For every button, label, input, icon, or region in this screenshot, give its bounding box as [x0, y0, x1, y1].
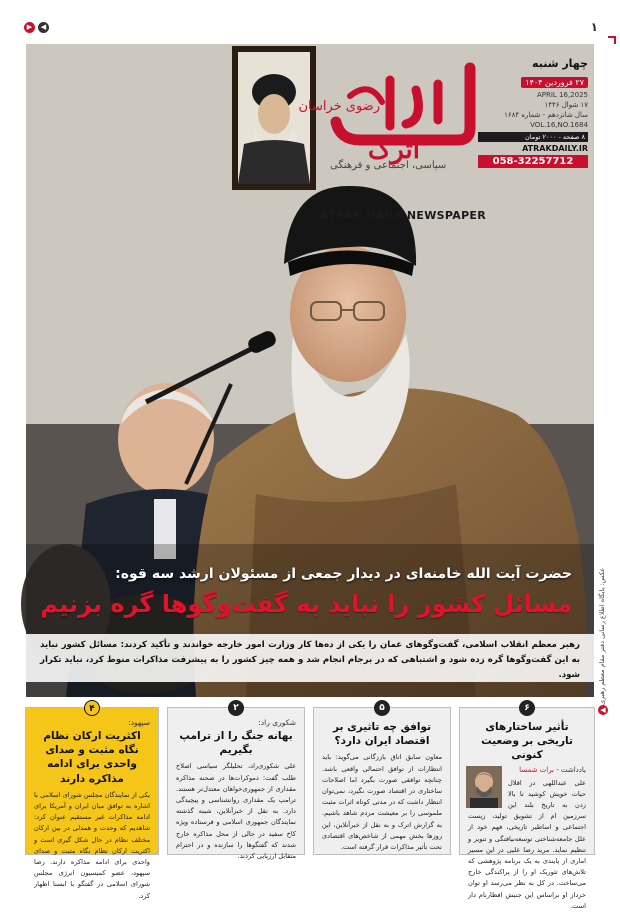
column-kicker: سپهود:	[128, 718, 150, 727]
prev-page-icon[interactable]: ◀	[38, 22, 49, 33]
photo-credit	[596, 555, 612, 710]
headline-kicker: حضرت آیت الله خامنه‌ای در دیدار جمعی از مسئولان ارشد سه قوه:	[115, 566, 572, 582]
logo-sub-text: رضوی خراسان	[298, 99, 380, 114]
website-link[interactable]: ATRAKDAILY.IR	[522, 144, 588, 153]
arrow-icon: ◀	[598, 705, 608, 715]
main-headline[interactable]: مسائل کشور را نباید به گفت‌وگوها گره بزنیم	[40, 590, 572, 618]
photo-credit-text: عکس: پایگاه اطلاع رسانی دفتر مقام معظم رهبری	[598, 567, 606, 705]
issue-number-english: VOL.16,NO.1684	[530, 121, 588, 129]
news-column[interactable]	[167, 703, 305, 860]
column-title[interactable]: تأثیر ساختارهای تاریخی بر وضعیت کنونی	[481, 721, 573, 762]
column-page-number: ۶	[519, 700, 535, 716]
author-avatar-icon	[466, 766, 502, 808]
issue-date-persian: ۲۷ فروردین ۱۴۰۴	[521, 77, 588, 88]
news-columns	[25, 703, 595, 910]
column-author-label: یادداشت -	[554, 765, 586, 774]
corner-mark	[608, 36, 616, 44]
news-column[interactable]	[25, 704, 159, 900]
issue-date-hijri: ۱۷ شوال ۱۴۴۶	[544, 101, 588, 109]
page-nav	[24, 22, 49, 33]
column-body: یکی از نمایندگان مجلس شورای اسلامی با اشاره به توافق میان ایران و آمریکا برای ادامه مذاکرات غیر مستقیم عنوان کرد: شاهدیم که وحدت و همدلی در بین ارکان مختلف نظام در حال شکل گیری است و اکثریت ارکان نظام نگاه مثبت و صدای واحدی برای ادامه مذاکره دارند. رضا سپهود، عضو کمیسیون انرژی مجلس شورای اسلامی در گفتگو با ایسنا اظهار کرد.	[34, 790, 150, 900]
issue-price: ۸ صفحه - ۲۰۰۰ تومان	[478, 132, 588, 142]
next-page-icon[interactable]: ▶	[24, 22, 35, 33]
column-page-number: ۵	[374, 700, 390, 716]
masthead-subtitle: سیاسی، اجتماعی و فرهنگی	[330, 160, 447, 171]
column-body: معاون سابق اتاق بازرگانی می‌گوید: باید انتظارات از توافق احتمالی واقعی باشد. چنانچه توافقی صورت بگیرد اما اصلاحات ساختاری در اقتصاد صورت نگیرد، نمی‌توان انتظار داشت که در مدتی کوتاه اثرات مثبت ملموسی را بر معیشت مردم شاهد باشیم. به گزارش اترک و به نقل از خبرآنلاین، این روزها بخش مهمی از شاخص‌های اقتصادی تحت تأثیر مذاکرات قرار گرفته است.	[322, 753, 442, 851]
issue-day: چهار شنبه	[532, 57, 588, 70]
column-author-name: برات شمسا	[519, 765, 555, 774]
headline-lead: رهبر معظم انقلاب اسلامی، گفت‌وگوهای عمان را یکی از ده‌ها کار وزارت امور خارجه خواندند و تأکید کردند: مسائل کشور نباید به این گفت‌وگوها گره زده شود و اشتباهی که در برجام انجام شد و همه چیز کشور را به پیشرفت مذاکرات منوط کرد، نباید تکرار شود.	[26, 634, 594, 682]
column-page-number: ۴	[84, 700, 100, 716]
issue-number-persian: سال شانزدهم - شماره ۱۶۸۴	[504, 111, 588, 119]
main-headline-block	[26, 560, 594, 697]
issue-date-english: APRIL 16,2025	[536, 91, 588, 99]
newspaper-name: ATRAK DAILY NEWSPAPER	[320, 209, 487, 222]
column-body: علی شکوری‌راد، تحلیلگر سیاسی اصلاح طلب گفت: دموکرات‌ها در صحنه مذاکره مقداری از جمهوری‌خواهان معتدل‌تر هستند. ترامپ یک مقداری روانشناسی و پیچیدگی دارد. به نقل از خبرآنلاین، شینه گذشته نمایندگان جمهوری اسلامی و فرستاده ویژه کاخ سفید در حالی از محل مذاکره خارج شدند که گفتگوها را سازنده و در احترام متقابل ارزیابی کردند.	[176, 762, 296, 860]
issue-info	[478, 57, 588, 168]
news-column[interactable]	[313, 703, 451, 855]
atrak-logo	[298, 50, 495, 165]
logo-text: اترک	[367, 135, 420, 165]
column-kicker: شکوری راد:	[258, 718, 296, 727]
phone-number: 058-32257712	[478, 155, 588, 168]
author-photo	[466, 766, 502, 808]
news-column[interactable]	[459, 703, 595, 910]
column-title[interactable]: اکثریت ارکان نظام نگاه مثبت و صدای واحدی برای ادامه مذاکره دارند	[43, 730, 141, 785]
column-page-number: ۲	[228, 700, 244, 716]
column-body: علی عبداللهی در اقلال حیات خویش کوشید تا بالا زدن به تاریخ بلند این سرزمین ام از تشویق تولید، زیست اجتماعی و اساطیر تاریخی، فهم خود از علل جامعه‌شناختی توسعه‌نیافتگی و تنویر و تنظیم نماید. مرید رضا علیی در این مسیر اماری از پایندی به یک برنامه پژوهشی که تلاش‌های تئوریک او را از پراکندگی خارج می‌ساخت. در کل به نظر می‌رسد او توان خرداز او براساس این جنبش افظارنام دار است.	[468, 778, 586, 910]
column-title[interactable]: بهانه جنگ را از ترامپ بگیریم	[179, 730, 293, 757]
page-number: ۱	[590, 20, 598, 34]
column-title[interactable]: توافق چه تاثیری بر اقتصاد ایران دارد؟	[332, 721, 432, 748]
